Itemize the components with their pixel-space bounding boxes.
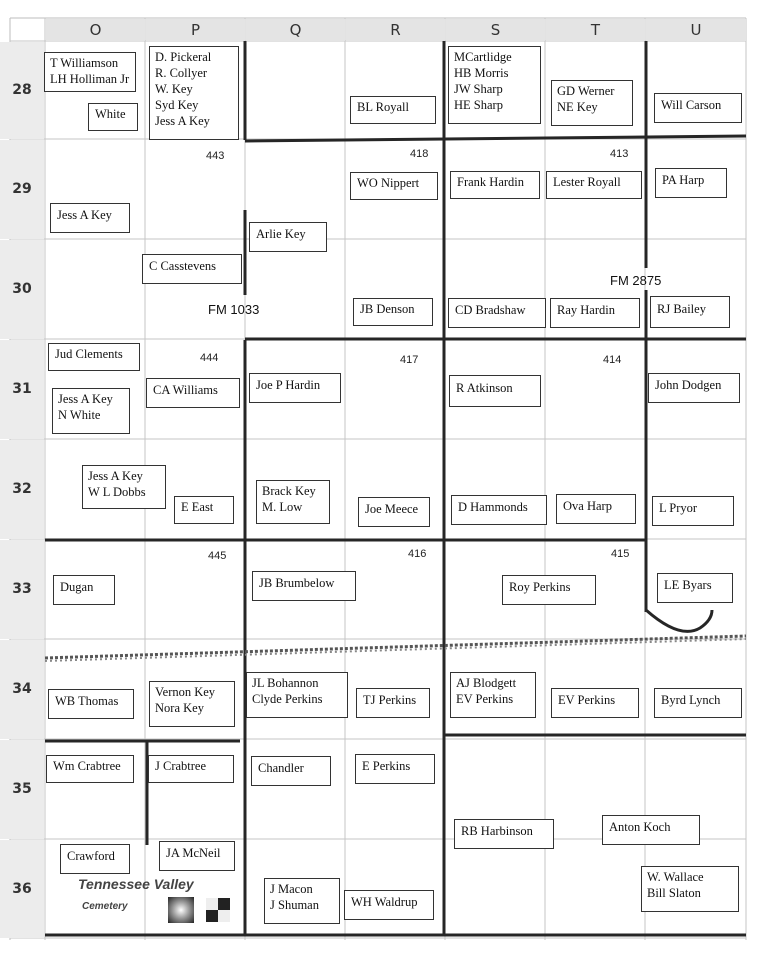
row-header: 36 [0, 840, 44, 938]
column-header: S [446, 19, 545, 41]
owner-label: D. Pickeral R. Collyer W. Key Syd Key Jess A Key [149, 46, 239, 140]
owner-label: R Atkinson [449, 375, 541, 407]
cemetery-name: Tennessee Valley [78, 876, 194, 892]
owner-label: Dugan [53, 575, 115, 605]
road-label-fm-1033: FM 1033 [208, 302, 260, 317]
column-header: U [646, 19, 746, 41]
owner-label: JL Bohannon Clyde Perkins [246, 672, 348, 718]
section-number: 414 [603, 354, 622, 366]
owner-label: LE Byars [657, 573, 733, 603]
owner-label: Roy Perkins [502, 575, 596, 605]
owner-label: Jess A Key W L Dobbs [82, 465, 166, 509]
row-header: 34 [0, 640, 44, 739]
owner-label: White [88, 103, 138, 131]
row-header: 28 [0, 42, 44, 139]
owner-label: C Casstevens [142, 254, 242, 284]
owner-label: E East [174, 496, 234, 524]
owner-label: Will Carson [654, 93, 742, 123]
owner-label: Lester Royall [546, 171, 642, 199]
owner-label: EV Perkins [551, 688, 639, 718]
owner-label: JB Denson [353, 298, 433, 326]
section-number: 443 [206, 150, 225, 162]
owner-label: Chandler [251, 756, 331, 786]
owner-label: Anton Koch [602, 815, 700, 845]
column-header: Q [246, 19, 345, 41]
owner-label: JB Brumbelow [252, 571, 356, 601]
owner-label: MCartlidge HB Morris JW Sharp HE Sharp [448, 46, 541, 124]
owner-label: J Macon J Shuman [264, 878, 340, 924]
column-header: R [346, 19, 445, 41]
row-header: 29 [0, 140, 44, 239]
owner-label: E Perkins [355, 754, 435, 784]
owner-label: W. Wallace Bill Slaton [641, 866, 739, 912]
cemetery-label: Cemetery [82, 901, 128, 912]
owner-label: WB Thomas [48, 689, 134, 719]
owner-label: Wm Crabtree [46, 755, 134, 783]
road-label-fm-2875: FM 2875 [610, 273, 662, 288]
owner-label: BL Royall [350, 96, 436, 124]
row-header: 33 [0, 540, 44, 639]
cemetery-symbol-icon [206, 898, 230, 922]
owner-label: Joe Meece [358, 497, 430, 527]
owner-label: Byrd Lynch [654, 688, 742, 718]
owner-label: RB Harbinson [454, 819, 554, 849]
owner-label: JA McNeil [159, 841, 235, 871]
owner-label: Vernon Key Nora Key [149, 681, 235, 727]
row-header: 30 [0, 240, 44, 339]
owner-label: Joe P Hardin [249, 373, 341, 403]
owner-label: Crawford [60, 844, 130, 874]
section-number: 415 [611, 548, 630, 560]
owner-label: TJ Perkins [356, 688, 430, 718]
owner-label: J Crabtree [148, 755, 234, 783]
owner-label: John Dodgen [648, 373, 740, 403]
owner-label: Ray Hardin [550, 298, 640, 328]
column-header: T [546, 19, 645, 41]
row-header: 35 [0, 740, 44, 839]
section-number: 418 [410, 148, 429, 160]
section-number: 416 [408, 548, 427, 560]
owner-label: CD Bradshaw [448, 298, 546, 328]
row-header: 31 [0, 340, 44, 439]
owner-label: CA Williams [146, 378, 240, 408]
owner-label: L Pryor [652, 496, 734, 526]
column-header: P [146, 19, 245, 41]
owner-label: Brack Key M. Low [256, 480, 330, 524]
column-header: O [46, 19, 145, 41]
section-number: 445 [208, 550, 227, 562]
owner-label: WH Waldrup [344, 890, 434, 920]
section-number: 444 [200, 352, 219, 364]
owner-label: Ova Harp [556, 494, 636, 524]
owner-label: D Hammonds [451, 495, 547, 525]
owner-label: AJ Blodgett EV Perkins [450, 672, 536, 718]
row-header: 32 [0, 440, 44, 539]
owner-label: Jess A Key N White [52, 388, 130, 434]
road-curve [646, 610, 712, 631]
owner-label: Arlie Key [249, 222, 327, 252]
owner-label: T Williamson LH Holliman Jr [44, 52, 136, 92]
owner-label: WO Nippert [350, 172, 438, 200]
owner-label: Jud Clements [48, 343, 140, 371]
owner-label: GD Werner NE Key [551, 80, 633, 126]
owner-label: Frank Hardin [450, 171, 540, 199]
cemetery-marker-icon [168, 897, 194, 923]
owner-label: Jess A Key [50, 203, 130, 233]
county-line [45, 639, 746, 661]
owner-label: PA Harp [655, 168, 727, 198]
section-number: 413 [610, 148, 629, 160]
owner-label: RJ Bailey [650, 296, 730, 328]
section-number: 417 [400, 354, 419, 366]
